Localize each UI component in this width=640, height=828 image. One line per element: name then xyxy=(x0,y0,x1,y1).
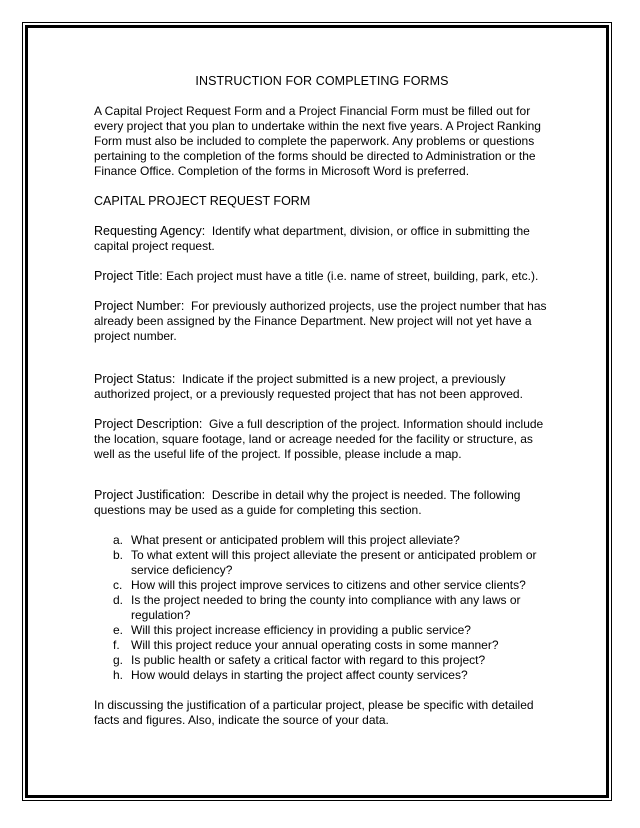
list-item xyxy=(113,623,550,638)
list-item-text: What present or anticipated problem will this project alleviate? xyxy=(131,533,460,547)
field-description: Indicate if the project submitted is a new project, a previously authorized project, or a previously requested project that has not been approved. xyxy=(94,372,523,401)
list-item xyxy=(113,533,550,548)
list-item xyxy=(113,653,550,668)
project-status-paragraph xyxy=(94,372,550,402)
list-marker: g. xyxy=(113,653,124,667)
list-item-text: Is public health or safety a critical factor with regard to this project? xyxy=(131,653,486,667)
field-label: Project Status: xyxy=(94,372,176,386)
list-marker: e. xyxy=(113,623,124,637)
field-label: Requesting Agency: xyxy=(94,224,206,238)
list-marker: h. xyxy=(113,668,124,682)
requesting-agency-paragraph xyxy=(94,224,550,254)
field-label: Project Title: xyxy=(94,269,163,283)
project-justification-paragraph xyxy=(94,488,550,518)
list-marker: a. xyxy=(113,533,124,547)
field-description: Describe in detail why the project is needed. The following questions may be used as a guide for completing this section. xyxy=(94,488,521,517)
list-item-text: To what extent will this project alleviate the present or anticipated problem or service deficiency? xyxy=(131,548,537,577)
section-heading: CAPITAL PROJECT REQUEST FORM xyxy=(94,194,311,208)
list-marker: d. xyxy=(113,593,124,607)
list-item-text: How would delays in starting the project affect county services? xyxy=(131,668,468,682)
field-label: Project Number: xyxy=(94,299,185,313)
list-marker: b. xyxy=(113,548,124,562)
field-description: For previously authorized projects, use the project number that has already been assigned by the Finance Department. New project will not yet have a project number. xyxy=(94,299,547,343)
list-marker: f. xyxy=(113,638,120,652)
list-item xyxy=(113,638,550,653)
list-item xyxy=(113,668,550,683)
project-number-paragraph xyxy=(94,299,550,344)
list-item-text: Will this project reduce your annual operating costs in some manner? xyxy=(131,638,499,652)
list-item xyxy=(113,578,550,593)
list-item-text: Is the project needed to bring the county into compliance with any laws or regulation? xyxy=(131,593,521,622)
field-description: Identify what department, division, or office in submitting the capital project request. xyxy=(94,224,530,253)
list-item-text: How will this project improve services to citizens and other service clients? xyxy=(131,578,526,592)
closing-paragraph: In discussing the justification of a particular project, please be specific with detailed facts and figures. Also, indicate the source of your data. xyxy=(94,698,534,727)
field-description: Give a full description of the project. Information should include the location, square footage, land or acreage needed for the facility or structure, as well as the useful life of the project. If possible, please include a map. xyxy=(94,417,544,461)
field-label: Project Justification: xyxy=(94,488,206,502)
project-title-paragraph xyxy=(94,269,550,284)
field-label: Project Description: xyxy=(94,417,203,431)
list-marker: c. xyxy=(113,578,123,592)
list-item-text: Will this project increase efficiency in providing a public service? xyxy=(131,623,471,637)
intro-paragraph: A Capital Project Request Form and a Project Financial Form must be filled out for every project that you plan to undertake within the next five years. A Project Ranking Form must also be included to complete the paperwork. Any problems or questions pertaining to the completion of the forms should be directed to Administration or the Finance Office. Completion of the forms in Microsoft Word is preferred. xyxy=(94,104,541,178)
guide-questions-list xyxy=(94,533,550,683)
document-body xyxy=(94,74,550,728)
page-title: INSTRUCTION FOR COMPLETING FORMS xyxy=(195,74,449,88)
list-item xyxy=(113,593,550,623)
list-item xyxy=(113,548,550,578)
project-description-paragraph xyxy=(94,417,550,462)
field-description: Each project must have a title (i.e. name of street, building, park, etc.). xyxy=(166,269,539,283)
